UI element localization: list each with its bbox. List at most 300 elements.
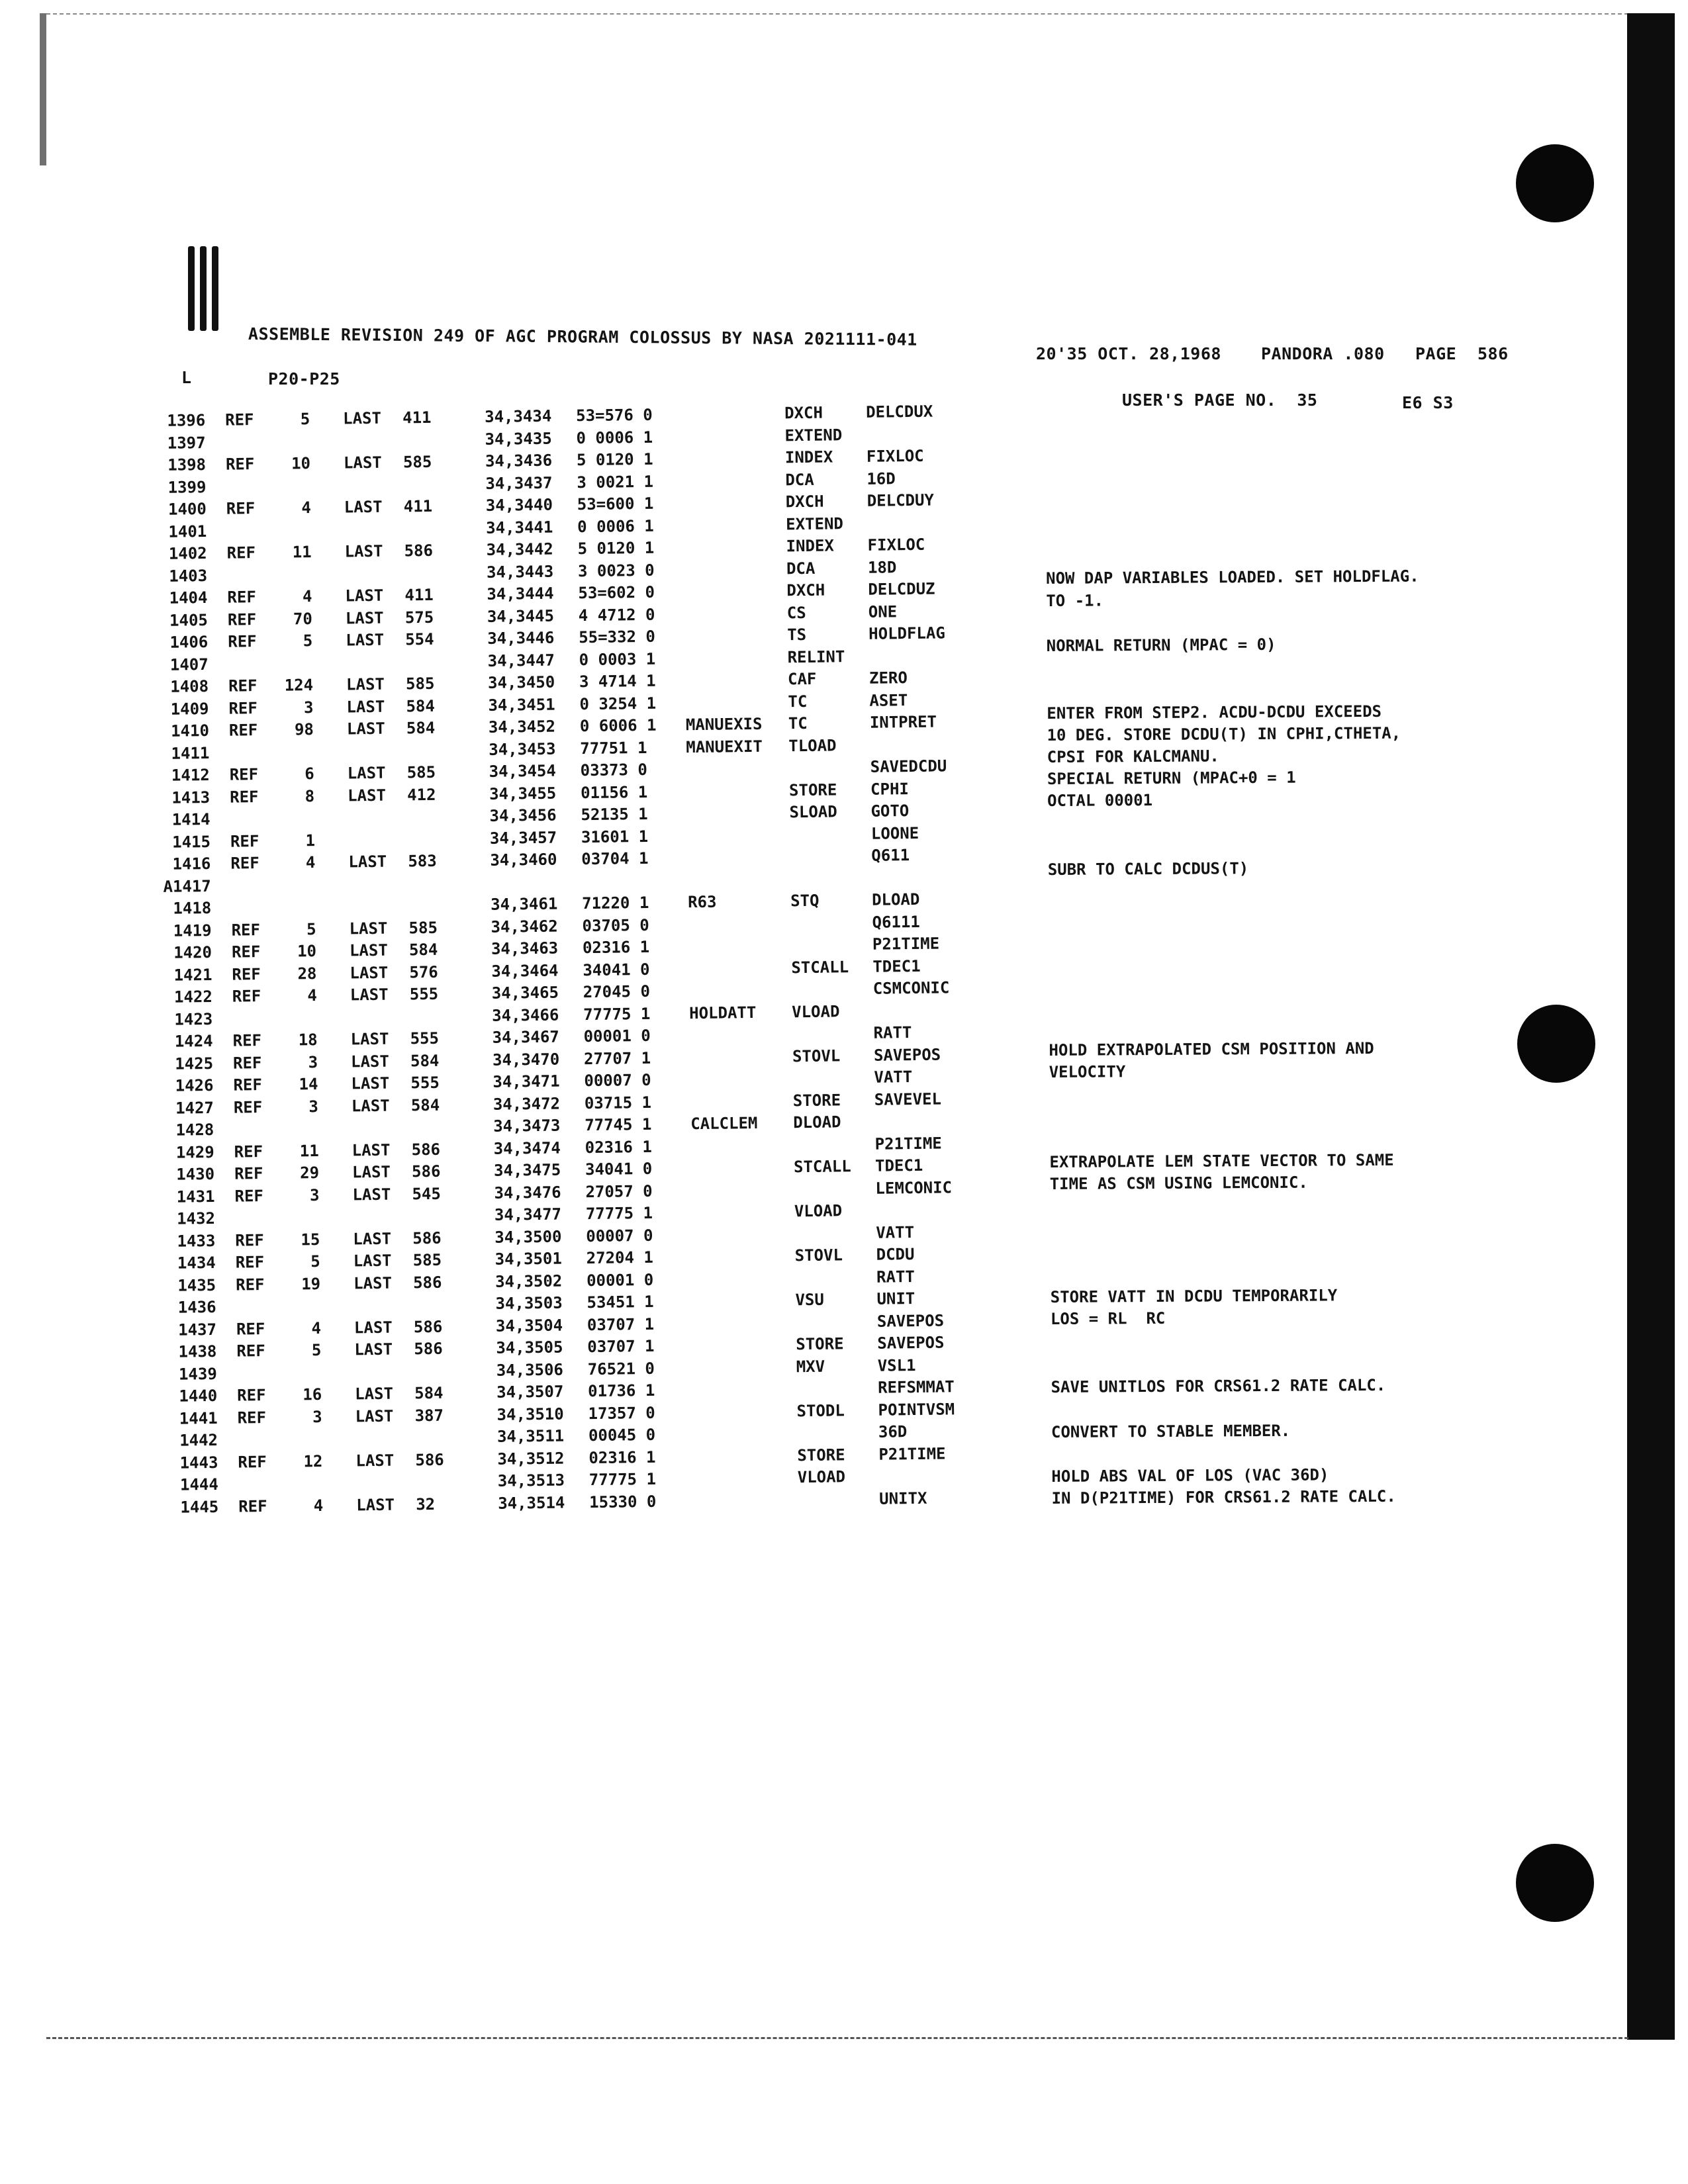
comment-column xyxy=(1046,566,1615,1508)
comment-line: TIME AS CSM USING LEMCONIC. xyxy=(1049,1173,1308,1193)
memory-location: 34,3510 xyxy=(496,1404,564,1424)
memory-location: 34,3451 xyxy=(488,695,555,715)
last-marker: LAST xyxy=(345,608,384,627)
operand: P21TIME xyxy=(872,934,940,954)
line-number: 1416 xyxy=(172,854,211,874)
comment-line: SUBR TO CALC DCDUS(T) xyxy=(1047,859,1249,879)
print-datetime: 20'35 OCT. 28,1968 xyxy=(1036,344,1221,363)
ref-marker: REF xyxy=(228,632,257,651)
octal-word: 34041 0 xyxy=(585,1159,653,1179)
operand: ONE xyxy=(868,602,898,621)
memory-location: 34,3456 xyxy=(489,805,557,825)
ref-marker: REF xyxy=(233,1075,262,1095)
operand: VATT xyxy=(876,1222,915,1242)
pandora-label: PANDORA .080 xyxy=(1261,344,1385,363)
octal-word: 71220 1 xyxy=(581,893,649,913)
memory-location: 34,3465 xyxy=(491,983,559,1003)
opcode: STORE xyxy=(796,1334,844,1354)
octal-word: 15330 0 xyxy=(589,1492,657,1512)
opcode: TS xyxy=(787,625,807,645)
symbol-label: R63 xyxy=(687,892,717,912)
line-number: 1433 xyxy=(177,1231,216,1251)
opcode: TLOAD xyxy=(788,735,837,755)
last-marker: LAST xyxy=(347,763,386,783)
memory-location: 34,3467 xyxy=(492,1027,559,1047)
last-page: 387 xyxy=(414,1406,444,1425)
opcode: DXCH xyxy=(784,403,823,423)
line-number: 1396 xyxy=(167,411,206,430)
ref-count: 1 xyxy=(305,831,316,850)
octal-word: 77775 1 xyxy=(585,1203,653,1224)
ref-count: 5 xyxy=(311,1340,322,1360)
opcode: STOVL xyxy=(792,1046,841,1066)
octal-word: 00001 0 xyxy=(586,1270,654,1290)
symbol-label: MANUEXIT xyxy=(686,737,763,756)
operand: FIXLOC xyxy=(867,535,925,555)
ref-count xyxy=(279,521,311,522)
line-number: 1413 xyxy=(171,788,211,807)
line-number: 1442 xyxy=(179,1430,218,1450)
memory-location: 34,3463 xyxy=(491,938,559,958)
ref-count: 3 xyxy=(308,1052,318,1071)
opcode: DXCH xyxy=(786,580,825,600)
ref-count: 3 xyxy=(303,698,314,717)
memory-location: 34,3512 xyxy=(497,1449,565,1469)
ref-count: 4 xyxy=(302,587,312,606)
ref-marker: REF xyxy=(232,1031,262,1050)
opcode: STODL xyxy=(796,1400,845,1420)
octal-word: 52135 1 xyxy=(581,804,648,825)
operand: TDEC1 xyxy=(872,956,921,976)
operand: DLOAD xyxy=(871,889,920,909)
last-marker: LAST xyxy=(346,674,385,694)
comment-line: NORMAL RETURN (MPAC = 0) xyxy=(1046,635,1276,655)
opcode: INDEX xyxy=(784,447,833,467)
last-marker: LAST xyxy=(353,1229,392,1248)
revision-code: E6 S3 xyxy=(1402,393,1454,412)
memory-location: 34,3471 xyxy=(492,1071,560,1091)
ref-marker: REF xyxy=(225,410,254,430)
octal-word: 27707 1 xyxy=(583,1048,651,1068)
ref-marker: REF xyxy=(232,964,261,984)
comment-line: OCTAL 00001 xyxy=(1047,791,1153,810)
line-number: 1423 xyxy=(174,1009,213,1029)
ref-count xyxy=(278,432,310,433)
last-marker: LAST xyxy=(350,963,389,982)
ref-count: 29 xyxy=(300,1163,320,1183)
ref-marker: REF xyxy=(234,1142,263,1161)
octal-word: 0 0006 1 xyxy=(577,516,654,536)
operand: DCDU xyxy=(876,1245,915,1264)
last-marker: LAST xyxy=(355,1384,394,1404)
ref-count: 98 xyxy=(294,720,314,739)
ref-count: 6 xyxy=(305,764,314,784)
operand: VATT xyxy=(874,1068,913,1087)
octal-word: 27045 0 xyxy=(583,981,651,1002)
last-page: 586 xyxy=(404,541,434,561)
memory-location: 34,3477 xyxy=(494,1205,562,1224)
octal-word: 77775 1 xyxy=(588,1469,657,1490)
octal-word: 00045 0 xyxy=(588,1425,656,1445)
opcode: VLOAD xyxy=(794,1201,843,1221)
last-page: 411 xyxy=(404,585,434,605)
last-page: 585 xyxy=(412,1250,442,1270)
opcode: STQ xyxy=(790,891,820,911)
memory-location: 34,3457 xyxy=(489,828,557,848)
octal-word: 0 0006 1 xyxy=(576,428,653,447)
memory-location: 34,3446 xyxy=(487,628,555,648)
octal-word: 4 4712 0 xyxy=(578,605,655,625)
operand: UNITX xyxy=(878,1488,927,1508)
last-page: 555 xyxy=(410,1028,440,1048)
last-page: 411 xyxy=(403,496,433,516)
last-page: 545 xyxy=(412,1184,442,1203)
last-marker: LAST xyxy=(345,586,384,606)
operand: GOTO xyxy=(870,801,910,821)
ref-count: 16 xyxy=(303,1385,322,1404)
memory-location: 34,3505 xyxy=(496,1338,563,1357)
last-marker: LAST xyxy=(346,719,385,739)
comment-line: TO -1. xyxy=(1046,591,1104,610)
ref-count: 28 xyxy=(297,964,317,983)
last-marker: LAST xyxy=(351,1096,390,1115)
memory-location: 34,3514 xyxy=(498,1493,565,1513)
memory-location: 34,3443 xyxy=(486,562,554,582)
line-number: 1405 xyxy=(169,610,209,630)
opcode: DCA xyxy=(785,470,814,489)
octal-word: 34041 0 xyxy=(583,960,650,979)
top-tear-line xyxy=(46,13,1628,15)
line-number: 1399 xyxy=(167,477,207,497)
punch-hole-middle xyxy=(1517,1005,1595,1083)
memory-location: 34,3452 xyxy=(488,717,556,737)
last-marker: LAST xyxy=(352,1140,391,1160)
memory-location: 34,3475 xyxy=(493,1160,561,1180)
last-page: 32 xyxy=(416,1494,436,1514)
line-number: 1445 xyxy=(180,1497,219,1517)
memory-location: 34,3436 xyxy=(485,451,553,471)
ref-count: 12 xyxy=(303,1451,323,1471)
last-page: 586 xyxy=(412,1273,442,1292)
comment-line: STORE VATT IN DCDU TEMPORARILY xyxy=(1050,1286,1338,1306)
operand: HOLDFLAG xyxy=(868,623,945,643)
operand: DELCDUX xyxy=(865,402,933,422)
line-number: 1412 xyxy=(171,765,210,785)
right-scan-edge xyxy=(1627,13,1675,2040)
operand: UNIT xyxy=(876,1289,915,1308)
memory-location: 34,3507 xyxy=(496,1382,564,1402)
symbol-label: HOLDATT xyxy=(689,1003,757,1023)
last-page: 575 xyxy=(404,608,434,627)
symbol-label: MANUEXIS xyxy=(685,714,763,735)
line-number: 1420 xyxy=(173,942,212,962)
ref-marker: REF xyxy=(230,831,259,851)
line-number: 1436 xyxy=(177,1297,216,1317)
line-number: 1435 xyxy=(177,1275,216,1295)
line-number: 1427 xyxy=(175,1098,214,1118)
operand: DELCDUY xyxy=(867,490,935,510)
last-marker: LAST xyxy=(349,940,388,960)
ref-count xyxy=(281,654,313,655)
last-marker: LAST xyxy=(352,1162,391,1182)
octal-word: 02316 1 xyxy=(588,1447,656,1467)
line-number: 1409 xyxy=(170,699,209,719)
ref-marker: REF xyxy=(233,1097,263,1117)
ref-count: 4 xyxy=(305,853,316,872)
last-marker: LAST xyxy=(350,1052,390,1071)
ref-count: 15 xyxy=(301,1230,320,1249)
octal-word: 02316 1 xyxy=(585,1137,652,1157)
opcode: CAF xyxy=(787,669,817,689)
last-page: 412 xyxy=(406,785,436,804)
octal-word: 01736 1 xyxy=(587,1381,655,1401)
line-number: 1439 xyxy=(178,1364,217,1384)
line-number: 1404 xyxy=(169,588,208,608)
operand: LEMCONIC xyxy=(875,1177,953,1198)
operand: CSMCONIC xyxy=(872,978,950,998)
last-page: 584 xyxy=(410,1095,440,1115)
ref-count xyxy=(287,1119,318,1120)
octal-word: 77745 1 xyxy=(585,1115,652,1135)
octal-word: 27057 0 xyxy=(585,1181,653,1201)
ref-count: 18 xyxy=(298,1030,318,1050)
octal-word: 53=576 0 xyxy=(575,405,653,426)
line-number: A1417 xyxy=(163,876,211,896)
operand: SAVEPOS xyxy=(876,1310,945,1331)
last-marker: LAST xyxy=(347,786,387,805)
line-number: 1437 xyxy=(178,1320,217,1340)
last-page: 555 xyxy=(409,984,439,1004)
memory-location: 34,3437 xyxy=(485,473,553,493)
ref-marker: REF xyxy=(231,942,261,962)
ref-marker: REF xyxy=(232,987,261,1006)
last-marker: LAST xyxy=(355,1451,395,1470)
memory-location: 34,3464 xyxy=(491,961,559,981)
last-page: 584 xyxy=(414,1383,444,1403)
octal-word: 77751 1 xyxy=(580,738,647,758)
memory-location: 34,3454 xyxy=(489,761,557,781)
last-page: 586 xyxy=(413,1317,443,1336)
octal-word: 00007 0 xyxy=(586,1226,653,1246)
line-number: 1407 xyxy=(169,655,209,674)
ref-marker: REF xyxy=(227,588,256,607)
line-number: 1434 xyxy=(177,1253,216,1273)
opcode: RELINT xyxy=(787,647,845,666)
ref-count: 19 xyxy=(301,1274,321,1293)
line-number: 1398 xyxy=(167,455,207,475)
ref-marker: REF xyxy=(235,1253,265,1272)
line-number: 1418 xyxy=(173,898,212,918)
memory-location: 34,3445 xyxy=(487,606,555,626)
last-marker: LAST xyxy=(353,1251,392,1271)
octal-word: 03707 1 xyxy=(586,1314,655,1334)
operand: VSL1 xyxy=(877,1355,916,1375)
comment-line: SAVE UNITLOS FOR CRS61.2 RATE CALC. xyxy=(1051,1375,1386,1396)
last-marker: LAST xyxy=(351,1073,390,1093)
operand: DELCDUZ xyxy=(868,579,935,599)
section-name: P20-P25 xyxy=(268,369,340,388)
operand: FIXLOC xyxy=(866,446,924,466)
opcode: VLOAD xyxy=(797,1467,846,1487)
operand: INTPRET xyxy=(869,712,937,732)
line-number: 1440 xyxy=(179,1386,218,1406)
memory-location: 34,3470 xyxy=(492,1050,560,1069)
ref-count xyxy=(291,1474,323,1475)
octal-word: 55=332 0 xyxy=(579,627,655,647)
memory-location: 34,3440 xyxy=(485,495,553,515)
line-number: 1426 xyxy=(175,1075,214,1095)
line-number: 1401 xyxy=(168,522,207,541)
ref-marker: REF xyxy=(238,1496,267,1516)
users-page-number: USER'S PAGE NO. 35 xyxy=(1122,390,1318,410)
ref-marker: REF xyxy=(227,610,257,629)
opcode: EXTEND xyxy=(784,425,843,445)
listing-title: ASSEMBLE REVISION 249 OF AGC PROGRAM COLOSSUS BY NASA 2021111-041 xyxy=(248,324,917,349)
octal-word: 03705 0 xyxy=(582,915,649,935)
octal-word: 0 6006 1 xyxy=(579,715,657,736)
last-page: 586 xyxy=(411,1140,441,1159)
last-page: 584 xyxy=(408,940,438,960)
operand: RATT xyxy=(876,1267,915,1287)
last-page: 583 xyxy=(408,851,437,871)
line-number: 1406 xyxy=(169,632,209,652)
memory-location: 34,3503 xyxy=(495,1293,563,1313)
ref-marker: REF xyxy=(234,1164,263,1183)
memory-location: 34,3441 xyxy=(486,518,553,537)
line-number: 1421 xyxy=(173,965,212,985)
octal-word: 76521 0 xyxy=(587,1359,655,1379)
ref-count: 10 xyxy=(297,942,317,961)
memory-location: 34,3444 xyxy=(487,584,554,604)
last-page: 585 xyxy=(406,762,436,782)
ref-count: 11 xyxy=(292,543,312,562)
line-number: 1408 xyxy=(170,676,209,696)
opcode: DXCH xyxy=(785,492,824,512)
octal-word: 27204 1 xyxy=(586,1248,654,1268)
ref-marker: REF xyxy=(230,854,259,873)
ref-count: 5 xyxy=(306,919,316,938)
comment-line: EXTRAPOLATE LEM STATE VECTOR TO SAME xyxy=(1049,1150,1394,1171)
line-number: 1415 xyxy=(172,832,211,852)
page-number: 586 xyxy=(1477,344,1509,363)
operand: ASET xyxy=(869,690,908,710)
comment-line: IN D(P21TIME) FOR CRS61.2 RATE CALC. xyxy=(1051,1486,1396,1508)
octal-word: 01156 1 xyxy=(580,782,648,802)
ref-count: 5 xyxy=(310,1251,320,1271)
memory-location: 34,3453 xyxy=(489,739,556,759)
last-marker: LAST xyxy=(350,1029,389,1049)
comment-line: HOLD ABS VAL OF LOS (VAC 36D) xyxy=(1051,1465,1329,1486)
memory-location: 34,3476 xyxy=(494,1183,561,1203)
ref-count: 8 xyxy=(305,786,315,805)
memory-location: 34,3447 xyxy=(487,651,555,670)
opcode: VSU xyxy=(795,1290,825,1310)
last-marker: LAST xyxy=(353,1273,393,1293)
last-page: 576 xyxy=(409,962,438,981)
comment-line: ENTER FROM STEP2. ACDU-DCDU EXCEEDS xyxy=(1047,702,1382,723)
octal-word: 5 0120 1 xyxy=(577,538,655,559)
last-page: 586 xyxy=(412,1228,442,1248)
ref-marker: REF xyxy=(237,1408,267,1428)
last-page: 584 xyxy=(406,718,436,738)
last-page: 586 xyxy=(414,1339,443,1359)
last-page: 585 xyxy=(405,674,435,694)
octal-word: 03704 1 xyxy=(581,848,649,869)
ref-count: 3 xyxy=(308,1097,319,1116)
octal-word: 03373 0 xyxy=(580,760,648,780)
ref-marker: REF xyxy=(228,698,258,718)
ref-count: 10 xyxy=(291,454,311,473)
octal-word: 00007 0 xyxy=(584,1070,651,1091)
line-number: 1432 xyxy=(176,1208,216,1228)
opcode: INDEX xyxy=(786,536,834,556)
operand: SAVEPOS xyxy=(873,1045,941,1065)
last-marker: LAST xyxy=(353,1318,393,1337)
ref-marker: REF xyxy=(235,1230,264,1250)
memory-location: 34,3434 xyxy=(484,406,552,426)
operand: SAVEPOS xyxy=(877,1333,945,1353)
memory-location: 34,3500 xyxy=(494,1227,562,1247)
last-marker: LAST xyxy=(346,697,385,716)
comment-line: VELOCITY xyxy=(1049,1062,1126,1081)
opcode: SLOAD xyxy=(789,802,837,822)
opcode: STORE xyxy=(792,1090,841,1110)
ref-marker: REF xyxy=(237,1386,266,1405)
operand: 18D xyxy=(867,557,897,577)
operand: SAVEVEL xyxy=(874,1089,942,1109)
ref-marker: REF xyxy=(238,1452,267,1472)
memory-location: 34,3506 xyxy=(496,1360,564,1380)
octal-word: 00001 0 xyxy=(583,1026,651,1046)
ref-count: 11 xyxy=(299,1141,319,1160)
memory-location: 34,3461 xyxy=(490,894,558,914)
memory-location: 34,3462 xyxy=(491,917,558,936)
last-marker: LAST xyxy=(348,852,387,872)
line-number: 1429 xyxy=(175,1142,214,1162)
line-number: 1431 xyxy=(176,1187,215,1206)
last-page: 584 xyxy=(410,1051,440,1070)
octal-word: 77775 1 xyxy=(583,1004,651,1024)
octal-word: 0 3254 1 xyxy=(579,694,657,713)
ref-marker: REF xyxy=(236,1342,265,1361)
octal-word: 53=602 0 xyxy=(578,582,655,603)
line-number: 1425 xyxy=(175,1054,214,1073)
line-number: 1414 xyxy=(171,809,211,829)
last-marker: LAST xyxy=(343,453,382,473)
opcode: STORE xyxy=(788,780,837,799)
memory-location: 34,3472 xyxy=(492,1094,561,1114)
last-marker: LAST xyxy=(350,985,389,1005)
octal-word: 31601 1 xyxy=(581,827,649,846)
last-page: 585 xyxy=(402,452,432,472)
page-label: PAGE xyxy=(1415,344,1457,363)
octal-word: 5 0120 1 xyxy=(576,449,653,470)
opcode: VLOAD xyxy=(792,1001,840,1021)
memory-location: 34,3450 xyxy=(487,672,555,692)
ref-marker: REF xyxy=(236,1319,265,1339)
opcode: EXTEND xyxy=(785,514,844,533)
operand: POINTVSM xyxy=(878,1399,955,1420)
punch-hole-top xyxy=(1516,144,1594,222)
comment-line: SPECIAL RETURN (MPAC+0 = 1 xyxy=(1047,768,1296,788)
comment-line: CPSI FOR KALCMANU. xyxy=(1047,747,1219,766)
last-page: 585 xyxy=(408,918,438,937)
last-marker: LAST xyxy=(344,541,383,561)
last-marker: LAST xyxy=(346,630,385,650)
ref-count: 4 xyxy=(301,498,311,518)
last-page: 586 xyxy=(411,1161,441,1181)
octal-word: 0 0003 1 xyxy=(579,649,656,669)
